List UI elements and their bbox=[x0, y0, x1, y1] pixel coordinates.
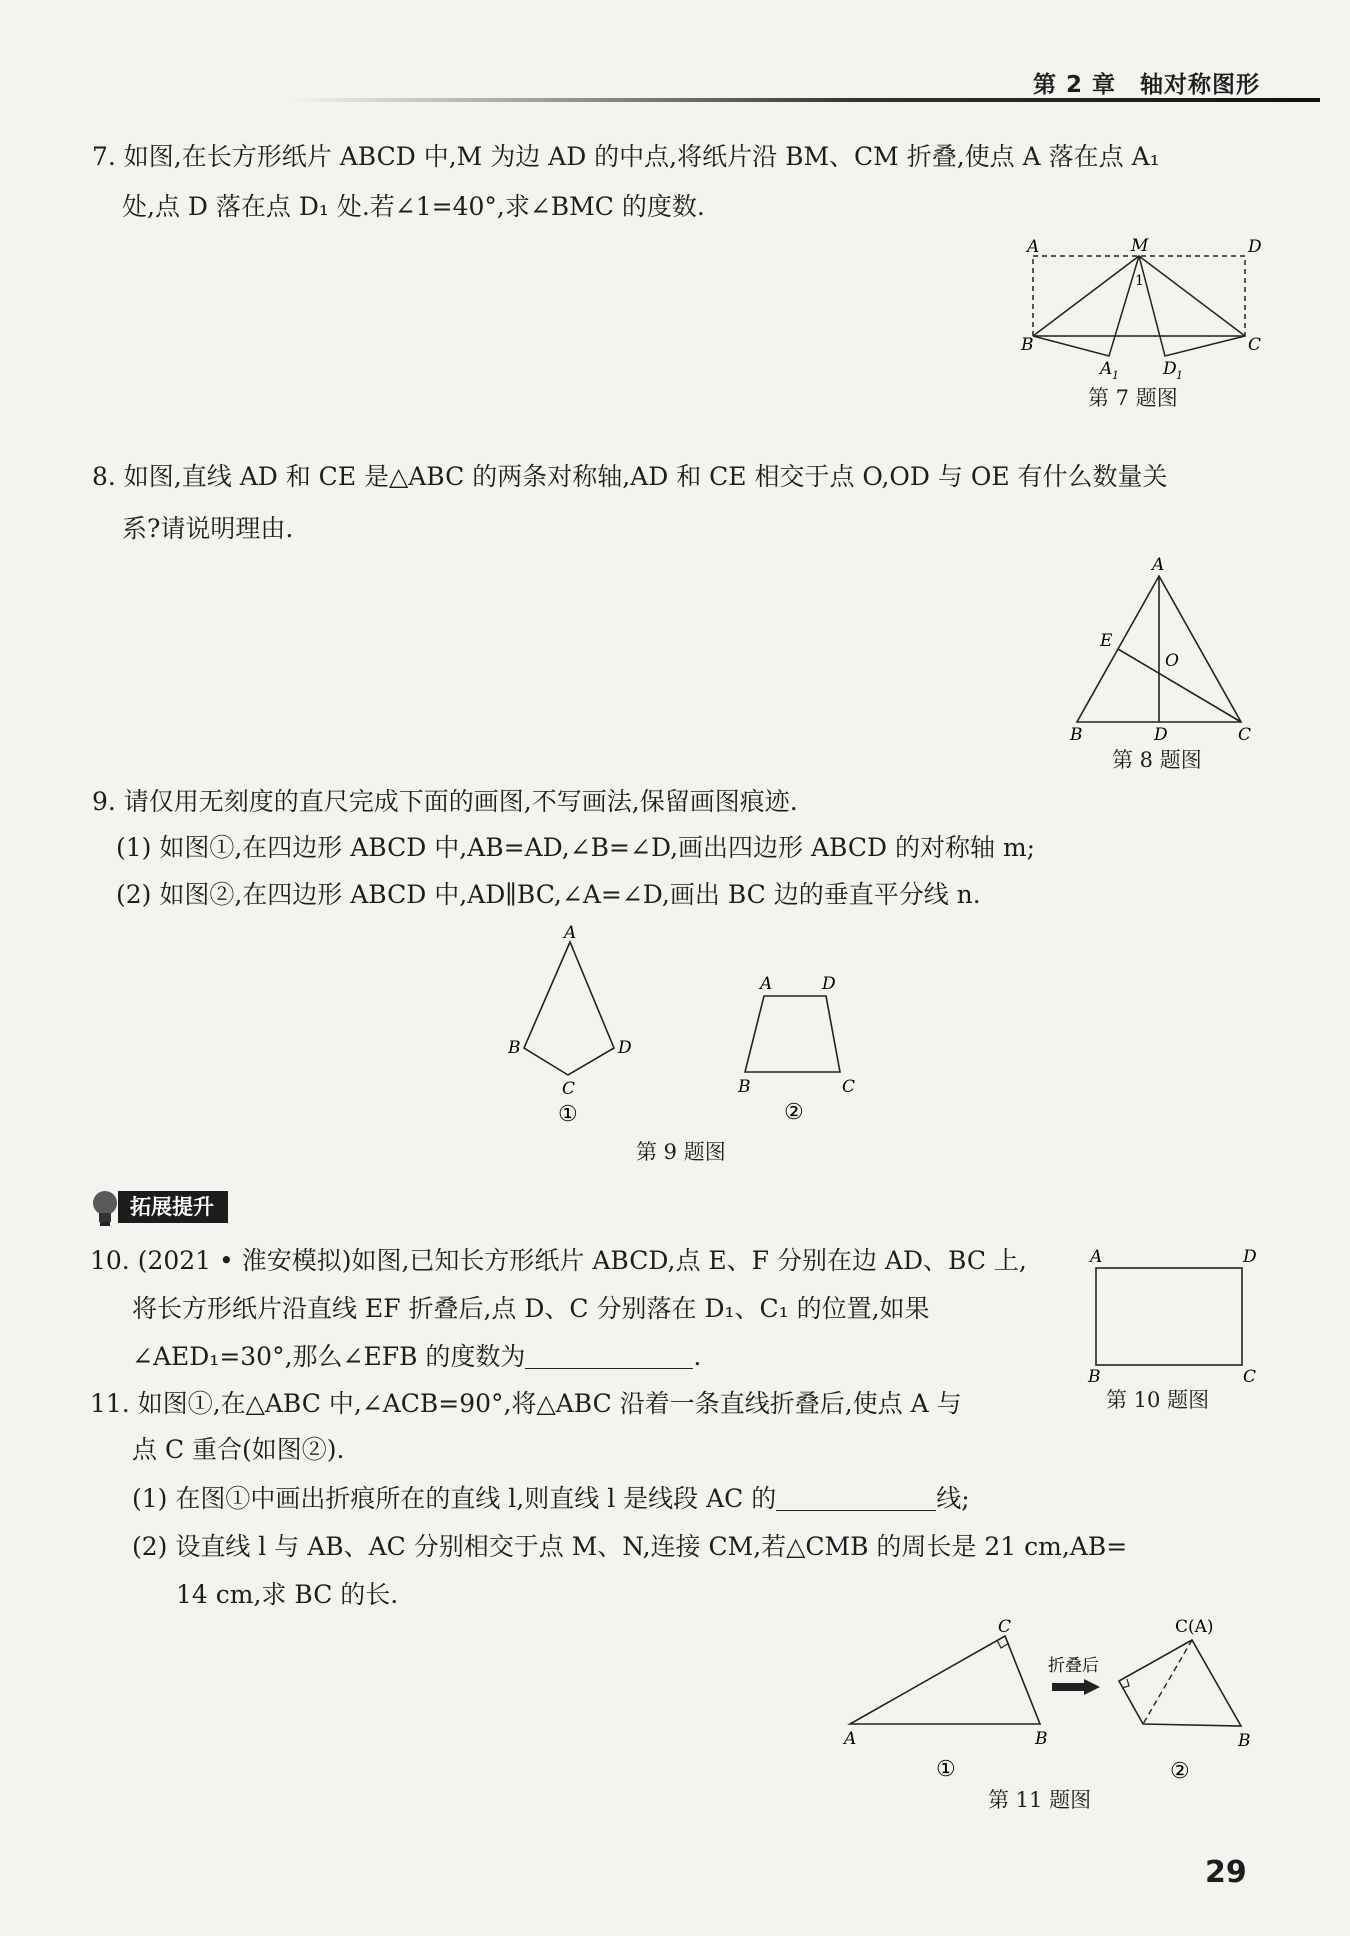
q10-answer-blank[interactable] bbox=[525, 1342, 693, 1369]
lightbulb-icon bbox=[88, 1188, 122, 1228]
q7-figure bbox=[1015, 232, 1265, 382]
q9-fig1-label-b: B bbox=[508, 1038, 521, 1058]
q10-text-line1: 10. (2021 • 淮安模拟)如图,已知长方形纸片 ABCD,点 E、F 分别在边 AD、BC 上, bbox=[90, 1246, 1027, 1275]
q8-label-d: D bbox=[1154, 725, 1168, 742]
q7-label-d: D bbox=[1248, 237, 1262, 257]
q11-fig2-number: ② bbox=[1170, 1759, 1190, 1784]
q8-label-b: B bbox=[1070, 725, 1083, 742]
q11-line3-suffix: 线; bbox=[936, 1484, 970, 1513]
q9-fig1-label-c: C bbox=[562, 1079, 576, 1099]
q11-fig1-label-b: B bbox=[1035, 1729, 1048, 1749]
q10-label-c: C bbox=[1243, 1367, 1257, 1387]
q8-text-line1: 8. 如图,直线 AD 和 CE 是△ABC 的两条对称轴,AD 和 CE 相交于点 O,OD 与 OE 有什么数量关 bbox=[92, 462, 1168, 491]
q11-fig2-dashed-line bbox=[1143, 1640, 1192, 1724]
q11-fig1-triangle bbox=[850, 1636, 1040, 1724]
q9-fig2-label-d: D bbox=[822, 974, 836, 994]
q11-answer-blank[interactable] bbox=[776, 1484, 936, 1511]
q8-label-c: C bbox=[1238, 725, 1252, 742]
q10-text-line2: 将长方形纸片沿直线 EF 折叠后,点 D、C 分别落在 D₁、C₁ 的位置,如果 bbox=[132, 1294, 930, 1323]
q11-text-line4: (2) 设直线 l 与 AB、AC 分别相交于点 M、N,连接 CM,若△CMB 的周长是 21 cm,AB= bbox=[132, 1532, 1128, 1561]
q10-label-b: B bbox=[1088, 1367, 1101, 1387]
chapter-title: 第 2 章 轴对称图形 bbox=[1032, 72, 1260, 98]
q8-label-a: A bbox=[1152, 555, 1165, 575]
section-title: 拓展提升 bbox=[118, 1191, 228, 1223]
q11-fig1-number: ① bbox=[936, 1757, 956, 1782]
q7-label-c: C bbox=[1248, 335, 1262, 355]
q9-text-line3: (2) 如图②,在四边形 ABCD 中,AD∥BC,∠A=∠D,画出 BC 边的垂直平分线 n. bbox=[116, 880, 981, 909]
q7-label-a1: A bbox=[1100, 359, 1113, 379]
q8-label-o: O bbox=[1165, 651, 1179, 671]
q10-label-a: A bbox=[1090, 1247, 1103, 1267]
q10-label-d: D bbox=[1243, 1247, 1257, 1267]
q9-fig1-number: ① bbox=[558, 1102, 578, 1127]
q9-fig1-label-d: D bbox=[618, 1038, 632, 1058]
header-rule bbox=[290, 98, 1320, 102]
q7-text-line1: 7. 如图,在长方形纸片 ABCD 中,M 为边 AD 的中点,将纸片沿 BM、CM 折叠,使点 A 落在点 A₁ bbox=[92, 142, 1160, 171]
q11-fig2-shape bbox=[1119, 1640, 1241, 1726]
q11-figures bbox=[840, 1618, 1260, 1788]
q10-figure-caption: 第 10 题图 bbox=[1106, 1388, 1210, 1412]
q9-figure-caption: 第 9 题图 bbox=[636, 1140, 726, 1164]
q11-text-line2: 点 C 重合(如图②). bbox=[132, 1435, 345, 1464]
right-arrow-icon bbox=[1052, 1679, 1100, 1695]
q8-figure-caption: 第 8 题图 bbox=[1112, 748, 1202, 772]
q11-fig2-label-b: B bbox=[1238, 1731, 1251, 1751]
q9-figure-2 bbox=[728, 968, 868, 1128]
q7-text-line2: 处,点 D 落在点 D₁ 处.若∠1=40°,求∠BMC 的度数. bbox=[122, 192, 705, 221]
q11-text-line1: 11. 如图①,在△ABC 中,∠ACB=90°,将△ABC 沿着一条直线折叠后,使点 A 与 bbox=[90, 1389, 962, 1418]
q11-text-line5: 14 cm,求 BC 的长. bbox=[176, 1580, 399, 1609]
q7-label-a1-sub: 1 bbox=[1112, 369, 1119, 382]
q11-fig1-label-c: C bbox=[998, 1618, 1012, 1637]
q7-label-b: B bbox=[1021, 335, 1034, 355]
q7-dashed-rectangle bbox=[1033, 256, 1245, 336]
q9-fig2-label-b: B bbox=[738, 1077, 751, 1097]
q9-fig1-quadrilateral bbox=[524, 942, 614, 1075]
q7-folded-a bbox=[1033, 256, 1139, 356]
q10-line3-suffix: . bbox=[693, 1342, 702, 1371]
q10-line3-prefix: ∠AED₁=30°,那么∠EFB 的度数为 bbox=[132, 1342, 526, 1371]
q9-fig2-trapezoid bbox=[745, 996, 840, 1072]
q7-label-d1: D bbox=[1163, 359, 1177, 379]
q7-figure-caption: 第 7 题图 bbox=[1088, 386, 1178, 410]
q7-label-m: M bbox=[1131, 236, 1149, 256]
q11-text-line3 bbox=[132, 1482, 970, 1516]
page-number: 29 bbox=[1205, 1855, 1247, 1890]
q9-figure-1 bbox=[500, 920, 640, 1130]
q10-rectangle bbox=[1096, 1268, 1242, 1365]
q8-text-line2: 系?请说明理由. bbox=[122, 514, 294, 543]
q8-figure bbox=[1060, 552, 1260, 742]
q11-figure-caption: 第 11 题图 bbox=[988, 1788, 1092, 1812]
q7-angle-1-label: 1 bbox=[1135, 273, 1144, 289]
q9-fig1-label-a: A bbox=[564, 923, 577, 943]
q9-text-line2: (1) 如图①,在四边形 ABCD 中,AB=AD,∠B=∠D,画出四边形 ABCD 的对称轴 m; bbox=[116, 833, 1036, 862]
q8-line-ce bbox=[1118, 649, 1241, 722]
q9-text-line1: 9. 请仅用无刻度的直尺完成下面的画图,不写画法,保留画图痕迹. bbox=[92, 787, 798, 816]
q11-line3-prefix: (1) 在图①中画出折痕所在的直线 l,则直线 l 是线段 AC 的 bbox=[132, 1484, 777, 1513]
q7-label-d1-sub: 1 bbox=[1176, 369, 1183, 382]
q7-label-a: A bbox=[1027, 237, 1040, 257]
q7-folded-d bbox=[1139, 256, 1245, 356]
q7-fold-lines bbox=[1033, 256, 1245, 336]
q11-fig2-label-ca: C(A) bbox=[1175, 1618, 1214, 1637]
q11-fig1-label-a: A bbox=[844, 1729, 857, 1749]
q9-fig2-number: ② bbox=[784, 1100, 804, 1125]
q11-arrow-label: 折叠后 bbox=[1048, 1656, 1099, 1676]
q10-figure bbox=[1080, 1242, 1265, 1392]
q8-label-e: E bbox=[1100, 631, 1113, 651]
q9-fig2-label-a: A bbox=[760, 974, 773, 994]
q9-fig2-label-c: C bbox=[842, 1077, 856, 1097]
q10-text-line3 bbox=[132, 1340, 701, 1374]
